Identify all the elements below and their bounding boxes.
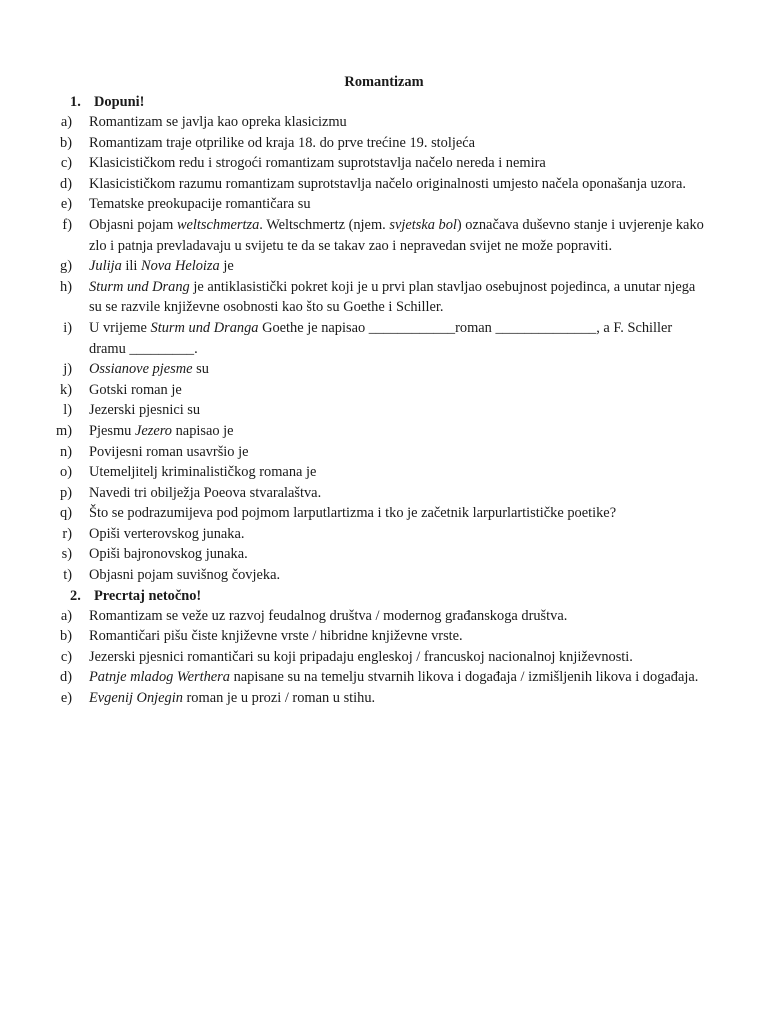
list-item-text: Romantizam se veže uz razvoj feudalnog društva / modernog građanskoga društva. xyxy=(89,607,568,624)
list-item-text: Utemeljitelj kriminalističkog romana je xyxy=(89,464,317,481)
list-item-marker: b) xyxy=(60,628,72,645)
section-number: 1. xyxy=(70,94,81,110)
list-item xyxy=(0,503,768,524)
list-item-text: Evgenij Onjegin roman je u prozi / roman u stihu. xyxy=(89,690,376,707)
list-item-marker: s) xyxy=(61,546,72,563)
list-item-marker: e) xyxy=(60,690,72,707)
list-item-text: Gotski roman je xyxy=(89,381,182,398)
list-item-text: Romantizam se javlja kao opreka klasicizmu xyxy=(89,114,347,130)
list-item xyxy=(0,667,768,688)
list-item-marker: q) xyxy=(60,505,72,522)
exercise-sections xyxy=(0,92,768,709)
list-item xyxy=(0,215,768,256)
list-item-text: Pjesmu Jezero napisao je xyxy=(89,422,234,439)
list-item xyxy=(0,400,768,421)
list-item-marker: d) xyxy=(60,669,72,686)
list-item-marker: b) xyxy=(60,134,72,151)
list-item xyxy=(0,606,768,627)
list-item-marker: m) xyxy=(56,422,72,439)
list-item xyxy=(0,647,768,668)
list-item xyxy=(0,153,768,174)
list-item-text: Klasicističkom razumu romantizam suprotstavlja načelo originalnosti umjesto načela oponašanja uzora. xyxy=(89,175,687,192)
list-item-text: Romantizam traje otprilike od kraja 18. do prve trećine 19. stoljeća xyxy=(89,134,476,151)
list-item-text: Objasni pojam weltschmertza. Weltschmertz (njem. svjetska bol) označava duševno stanje i uvjerenje kako zlo i patnja prevladavaju u svijetu te da se takav zao i nepravedan svijet ne može popraviti. xyxy=(89,216,704,254)
list-item xyxy=(0,318,768,359)
list-item-text: Navedi tri obilježja Poeova stvaralaštva. xyxy=(89,484,322,501)
list-item-text: Opiši bajronovskog junaka. xyxy=(89,546,248,563)
list-item-text: Jezerski pjesnici romantičari su koji pripadaju engleskoj / francuskoj nacionalnoj književnosti. xyxy=(89,648,633,665)
list-item xyxy=(0,112,768,133)
section-heading xyxy=(0,92,768,112)
list-item xyxy=(0,174,768,195)
list-item-text: Patnje mladog Werthera napisane su na temelju stvarnih likova i događaja / izmišljenih likova i događaja. xyxy=(89,669,699,686)
document-title: Romantizam xyxy=(344,74,424,90)
list-item-marker: e) xyxy=(60,196,72,213)
list-item-marker: k) xyxy=(60,381,72,398)
list-item-marker: a) xyxy=(60,114,72,130)
list-item xyxy=(0,442,768,463)
section-title: Dopuni! xyxy=(94,94,145,110)
list-item-text: Ossianove pjesme su xyxy=(89,361,209,378)
list-item-text: Tematske preokupacije romantičara su xyxy=(89,196,311,213)
list-item-marker: h) xyxy=(60,278,72,295)
list-item-marker: n) xyxy=(60,443,72,460)
list-item-marker: c) xyxy=(60,155,72,172)
list-item-marker: c) xyxy=(60,648,72,665)
list-item xyxy=(0,256,768,277)
list-item-text: Povijesni roman usavršio je xyxy=(89,443,249,460)
section-title: Precrtaj netočno! xyxy=(94,587,202,604)
list-item-text: Julija ili Nova Heloiza je xyxy=(89,258,234,275)
list-item-text: U vrijeme Sturm und Dranga Goethe je napisao ____________roman ______________, a F. Schiller dramu _________. xyxy=(89,319,673,357)
list-item xyxy=(0,688,768,709)
list-item xyxy=(0,544,768,565)
list-item-text: Sturm und Drang je antiklasistički pokret koji je u prvi plan stavljao osebujnost pojedinca, a unutar njega su se razvile književne osobnosti kao što su Goethe i Schiller. xyxy=(89,278,696,316)
list-item-marker: i) xyxy=(63,319,72,336)
list-item-marker: p) xyxy=(60,484,72,501)
list-item xyxy=(0,359,768,380)
list-item-marker: l) xyxy=(63,402,72,419)
list-item xyxy=(0,380,768,401)
list-item-text: Objasni pojam suvišnog čovjeka. xyxy=(89,567,281,584)
list-item-marker: a) xyxy=(60,607,72,624)
list-item-marker: t) xyxy=(63,567,72,584)
list-item-text: Opiši verterovskog junaka. xyxy=(89,525,245,542)
list-item xyxy=(0,483,768,504)
list-item xyxy=(0,565,768,586)
list-item-marker: j) xyxy=(63,361,72,378)
list-item xyxy=(0,462,768,483)
list-item-text: Jezerski pjesnici su xyxy=(89,402,201,419)
list-item xyxy=(0,133,768,154)
list-item-marker: d) xyxy=(60,175,72,192)
list-item xyxy=(0,194,768,215)
list-item xyxy=(0,421,768,442)
list-item xyxy=(0,626,768,647)
section-heading xyxy=(0,586,768,606)
list-item-marker: f) xyxy=(62,216,72,233)
list-item-text: Što se podrazumijeva pod pojmom larputlartizma i tko je začetnik larpurlartističke poetike? xyxy=(89,505,617,522)
section-number: 2. xyxy=(70,587,81,604)
list-item-text: Klasicističkom redu i strogoći romantizam suprotstavlja načelo nereda i nemira xyxy=(89,155,546,172)
list-item-marker: o) xyxy=(60,464,72,481)
list-item-marker: g) xyxy=(60,258,72,275)
list-item-marker: r) xyxy=(62,525,72,542)
list-item xyxy=(0,277,768,318)
list-item xyxy=(0,524,768,545)
list-item-text: Romantičari pišu čiste književne vrste / hibridne književne vrste. xyxy=(89,628,463,645)
